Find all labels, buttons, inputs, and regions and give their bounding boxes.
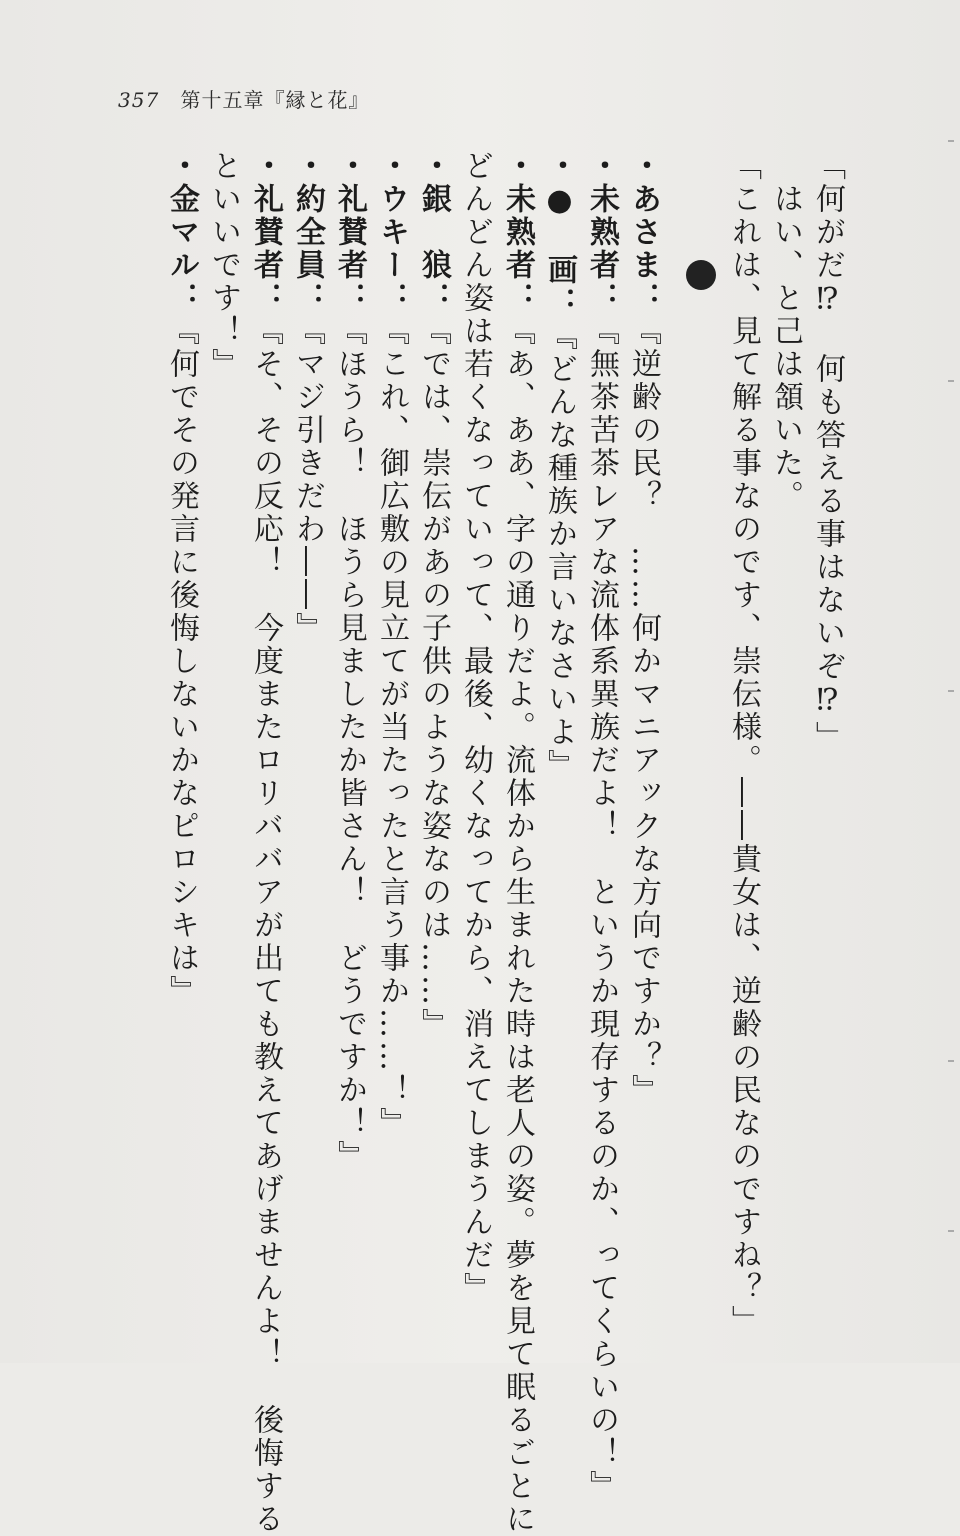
speaker-name: ・礼賛者：	[332, 150, 367, 315]
dialogue-text: 『では、崇伝があの子供のような姿なのは……』	[416, 315, 451, 1041]
dialogue-line	[580, 150, 622, 1503]
page-number: 357	[118, 88, 160, 112]
dialogue-line	[160, 150, 202, 1290]
dialogue-text: 『何でその発言に後悔しないかなピロシキは』	[164, 315, 199, 1008]
dialogue-text: 『どんな種族か言いなさいよ』	[542, 320, 577, 782]
dialogue-text: どんどん姿は若くなっていって、最後、幼くなってから、消えてしまうんだ』	[458, 150, 493, 1305]
dialogue-line	[622, 150, 664, 1290]
dialogue-line	[538, 150, 580, 1290]
speaker-name: ・● 画：	[542, 150, 577, 320]
speaker-name: ・あさま：	[626, 150, 661, 315]
dialogue-line	[496, 150, 538, 1536]
speaker-name: ・約全員：	[290, 150, 325, 315]
vertical-text-body	[160, 150, 848, 1536]
speaker-name: ・金マル：	[164, 150, 199, 315]
dialogue-line	[244, 150, 286, 1536]
edge-mark	[948, 380, 954, 382]
dialogue-text: 『これ、御広敷の見立てが当たったと言う事か……！』	[374, 315, 409, 1140]
dialogue-continuation	[454, 150, 496, 1305]
dialogue-text: 『そ、その反応！ 今度またロリババアが出ても教えてあげませんよ！ 後悔する	[248, 315, 283, 1536]
running-header	[118, 84, 370, 113]
dialogue-continuation	[202, 150, 244, 1290]
edge-mark	[948, 690, 954, 692]
edge-mark	[948, 140, 954, 142]
dialogue-line	[412, 150, 454, 1290]
dialogue-text: 『あ、ああ、字の通りだよ。流体から生まれた時は老人の姿。夢を見て眠るごとに	[500, 315, 535, 1536]
speaker-name: ・未熟者：	[500, 150, 535, 315]
speaker-name: ・ウキー：	[374, 150, 409, 315]
edge-mark	[948, 1060, 954, 1062]
dialogue-line	[370, 150, 412, 1290]
dialogue-text: といいです！』	[206, 150, 241, 381]
body-line: はい、と己は頷いた。	[768, 150, 803, 513]
dialogue-text: 『マジ引きだわ――』	[290, 315, 325, 645]
dialogue-line	[286, 150, 328, 1290]
speaker-name: ・未熟者：	[584, 150, 619, 315]
black-circle-icon	[686, 260, 716, 290]
dialogue-text: 『逆齢の民？ ……何かマニアックな方向ですか？』	[626, 315, 661, 1107]
speaker-name: ・銀 狼：	[416, 150, 451, 315]
body-line: 「これは、見て解る事なのです、崇伝様。――貴女は、逆齢の民なのですね？」	[726, 150, 761, 1338]
chapter-title: 第十五章『縁と花』	[180, 88, 370, 112]
edge-mark	[948, 1230, 954, 1232]
speaker-name: ・礼賛者：	[248, 150, 283, 315]
dialogue-line	[328, 150, 370, 1290]
body-line: 「何がだ⁉ 何も答える事はないぞ⁉」	[810, 150, 845, 754]
dialogue-text: 『ほうら！ ほうら見ましたか皆さん！ どうですか！』	[332, 315, 367, 1173]
section-separator	[664, 150, 722, 1290]
dialogue-text: 『無茶苦茶レアな流体系異族だよ！ というか現存するのか、ってくらいの！』	[584, 315, 619, 1503]
